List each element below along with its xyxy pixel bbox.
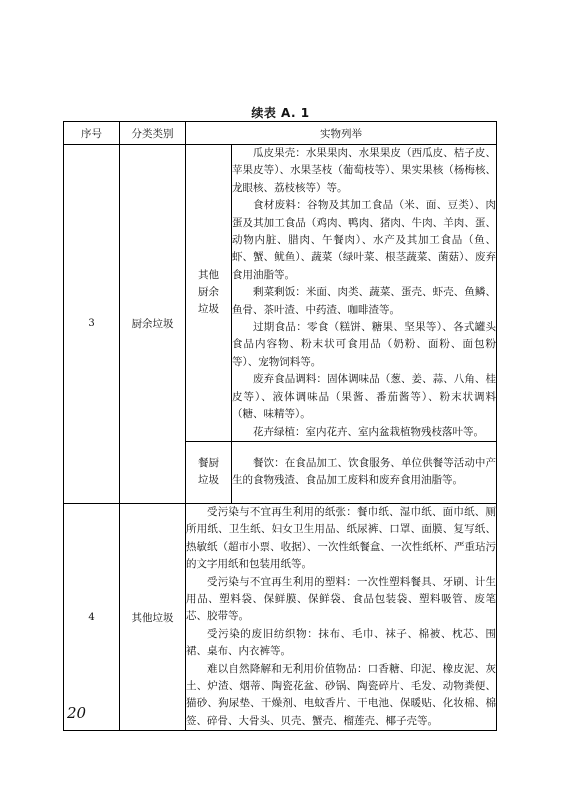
examples-other-food — [232, 145, 497, 442]
table-row-other-waste — [64, 503, 497, 730]
subcategory-label-line: 餐厨 — [198, 457, 219, 470]
example-paragraph: 瓜皮果壳：水果果肉、水果果皮（西瓜皮、桔子皮、苹果皮等）、水果茎枝（葡萄枝等）、果实果核（杨梅核、龙眼核、荔枝核等）等。 — [232, 147, 496, 194]
example-paragraph: 食材废料：谷物及其加工食品（米、面、豆类）、肉蛋及其加工食品（鸡肉、鸭肉、猪肉、牛肉、羊肉、蛋、动物内脏、腊肉、午餐肉）、水产及其加工食品（鱼、虾、蟹、鱿鱼）、蔬菜（绿叶菜、根茎蔬菜、菌菇）、废弃食用油脂等。 — [232, 199, 496, 281]
example-paragraph: 废弃食品调料：固体调味品（葱、姜、蒜、八角、桂皮等）、液体调味品（果酱、番茄酱等）、粉末状调料（糖、味精等）。 — [232, 373, 496, 421]
example-paragraph: 受污染与不宜再生利用的纸张：餐巾纸、湿巾纸、面巾纸、厕所用纸、卫生纸、妇女卫生用品、纸尿裤、口罩、面膜、复写纸、热敏纸（超市小票、收据）、一次性纸餐盒、一次性纸杯、严重玷污的文字用纸和包装用纸等。 — [186, 505, 496, 571]
seq-cell-4: 4 — [64, 503, 120, 730]
table-row-food-other — [64, 145, 497, 442]
table-caption: 续表 A. 1 — [251, 106, 310, 120]
waste-classification-table — [63, 121, 497, 731]
page-number: 20 — [67, 704, 87, 722]
table-header-row — [64, 122, 497, 145]
examples-other-waste — [186, 503, 497, 730]
example-paragraph: 餐饮：在食品加工、饮食服务、单位供餐等活动中产生的食物残渣、食品加工废料和废弃食用油脂等。 — [232, 457, 496, 487]
subcategory-kitchen — [186, 441, 232, 503]
example-paragraph: 难以自然降解和无利用价值物品：口香糖、印泥、橡皮泥、灰土、炉渣、烟蒂、陶瓷花盆、砂锅、陶瓷碎片、毛发、动物粪便、猫砂、狗尿垫、干燥剂、电蚊香片、干电池、保暖贴、化妆棉、棉签、碎骨、大骨头、贝壳、蟹壳、榴莲壳、椰子壳等。 — [186, 662, 496, 727]
example-paragraph: 剩菜剩饭：米面、肉类、蔬菜、蛋壳、虾壳、鱼鳞、鱼骨、茶叶渣、中药渣、咖啡渣等。 — [232, 286, 496, 316]
subcategory-label-line: 厨余 — [198, 286, 219, 299]
header-category: 分类类别 — [120, 122, 186, 145]
subcategory-other-food — [186, 145, 232, 442]
subcategory-label-line: 垃圾 — [198, 303, 219, 316]
example-paragraph: 受污染的废旧纺织物：抹布、毛巾、袜子、棉被、枕芯、围裙、桌布、内衣裤等。 — [186, 627, 496, 658]
subcategory-label-line: 其他 — [198, 269, 219, 282]
example-paragraph: 过期食品：零食（糕饼、糖果、坚果等）、各式罐头食品内容物、粉末状可食用品（奶粉、面粉、面包粉等）、宠物饲料等。 — [232, 321, 496, 368]
examples-kitchen — [232, 441, 497, 503]
category-cell-other: 其他垃圾 — [120, 503, 186, 730]
header-seq: 序号 — [64, 122, 120, 145]
header-examples: 实物列举 — [186, 122, 497, 145]
seq-cell-3: 3 — [64, 145, 120, 504]
subcategory-label-line: 垃圾 — [198, 474, 219, 487]
category-cell-food: 厨余垃圾 — [120, 145, 186, 504]
example-paragraph: 受污染与不宜再生利用的塑料：一次性塑料餐具、牙刷、计生用品、塑料袋、保鲜膜、保鲜袋、食品包装袋、塑料吸管、废笔芯、胶带等。 — [186, 575, 496, 623]
example-paragraph: 花卉绿植：室内花卉、室内盆栽植物残枝落叶等。 — [253, 425, 484, 438]
